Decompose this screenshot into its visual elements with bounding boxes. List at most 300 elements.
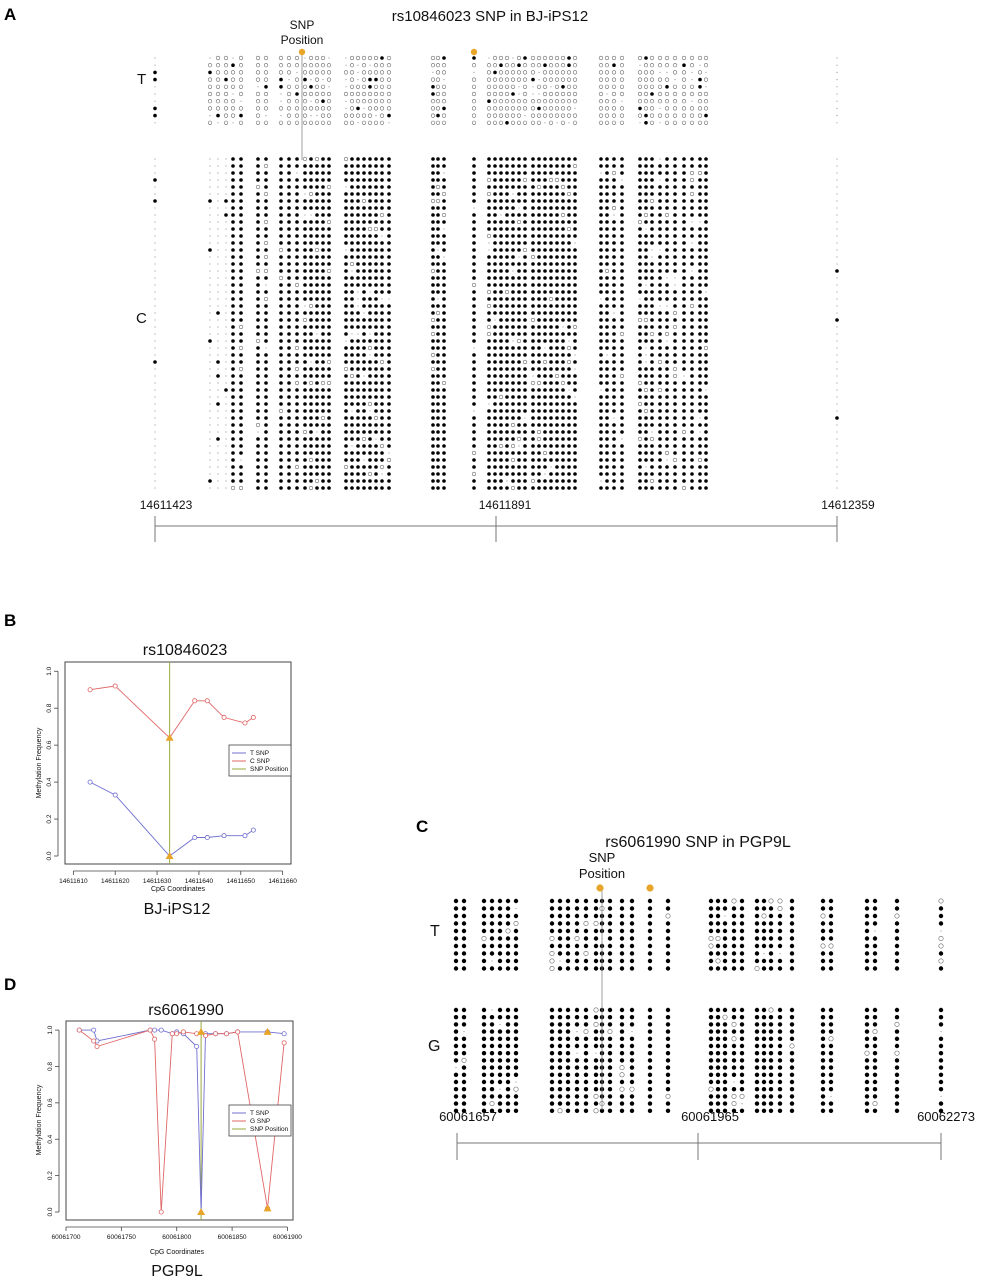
panel-a-cpg-dot [256, 283, 260, 287]
panel-a-cpg-dot [599, 325, 603, 329]
panel-a-cpg-dot [537, 56, 541, 60]
panel-a-cpg-dot [368, 465, 372, 469]
panel-a-cpg-dot [357, 298, 358, 299]
panel-a-cpg-dot [295, 402, 299, 406]
panel-a-cpg-dot [549, 255, 553, 259]
panel-letter-a: A [4, 5, 17, 24]
panel-a-cpg-dot [523, 63, 527, 67]
panel-c-cpg-dot [506, 929, 510, 933]
panel-a-cpg-dot [362, 437, 366, 441]
panel-a-cpg-dot [638, 444, 642, 448]
panel-a-cpg-dot [225, 333, 226, 334]
panel-a-cpg-dot [555, 71, 559, 75]
panel-c-cpg-dot [594, 1087, 598, 1091]
panel-a-cpg-dot [704, 304, 708, 308]
panel-a-cpg-dot [309, 458, 313, 462]
panel-a-cpg-dot [256, 255, 260, 259]
panel-a-cpg-dot [321, 311, 325, 315]
panel-a-cpg-dot [256, 451, 260, 455]
panel-a-cpg-dot [549, 416, 553, 420]
panel-a-cpg-dot [239, 346, 243, 350]
panel-a-cpg-dot [523, 332, 527, 336]
panel-a-cpg-dot [690, 437, 694, 441]
panel-a-cpg-dot [544, 122, 545, 123]
panel-c-cpg-dot [620, 959, 624, 963]
panel-a-cpg-dot [698, 486, 702, 490]
panel-a-cpg-dot [356, 339, 360, 343]
panel-a-cpg-dot [561, 114, 565, 118]
panel-a-cpg-dot [239, 185, 243, 189]
panel-a-cpg-dot [665, 213, 669, 217]
panel-a-cpg-dot [387, 318, 391, 322]
panel-a-cpg-dot [231, 472, 235, 476]
panel-a-cpg-dot [279, 78, 283, 82]
panel-a-cpg-dot [549, 92, 553, 96]
panel-a-cpg-dot [279, 241, 283, 245]
panel-a-cpg-dot [665, 269, 669, 273]
panel-a-cpg-dot [387, 332, 391, 336]
panel-c-cpg-dot [454, 929, 458, 933]
panel-a-cpg-dot [599, 402, 603, 406]
panel-a-cpg-dot [154, 172, 155, 173]
panel-a-cpg-dot [442, 402, 446, 406]
panel-a-cpg-dot [659, 158, 660, 159]
panel-a-cpg-dot [279, 465, 283, 469]
panel-c-cpg-dot [755, 1101, 759, 1105]
panel-c-cpg-dot [821, 1008, 825, 1012]
panel-a-cpg-dot [279, 304, 283, 308]
panel-c-cpg-dot [575, 959, 579, 963]
panel-a-cpg-dot [573, 444, 577, 448]
panel-a-cpg-dot [154, 228, 155, 229]
panel-a-cpg-dot [344, 367, 348, 371]
panel-c-cpg-dot [490, 914, 494, 918]
panel-c-cpg-dot [506, 1073, 510, 1077]
panel-a-cpg-dot [362, 430, 366, 434]
panel-a-cpg-dot [573, 451, 577, 455]
panel-a-cpg-dot [567, 63, 571, 67]
panel-a-cpg-dot [690, 325, 694, 329]
panel-a-cpg-dot [505, 416, 509, 420]
panel-a-cpg-dot [517, 114, 521, 118]
panel-a-cpg-dot [321, 71, 325, 75]
panel-c-cpg-dot [740, 944, 744, 948]
panel-a-cpg-dot [295, 479, 299, 483]
panel-c-cpg-dot [940, 1031, 941, 1032]
panel-a-cpg-dot [264, 416, 268, 420]
panel-c-cpg-dot [865, 951, 869, 955]
panel-a-cpg-dot [431, 276, 435, 280]
panel-a-cpg-dot [487, 178, 491, 182]
panel-c-cpg-dot [584, 929, 588, 933]
panel-c-cpg-dot [829, 906, 833, 910]
panel-a-cpg-dot [549, 107, 553, 111]
panel-a-cpg-dot [567, 157, 571, 161]
panel-a-cpg-dot [487, 318, 491, 322]
panel-c-cpg-dot [755, 929, 759, 933]
panel-a-cpg-dot [209, 179, 210, 180]
panel-a-cpg-dot [836, 214, 837, 215]
panel-a-cpg-dot [436, 325, 440, 329]
panel-a-cpg-dot [612, 437, 616, 441]
panel-a-cpg-dot [682, 192, 686, 196]
panel-a-cpg-dot [442, 220, 446, 224]
panel-a-cpg-dot [225, 291, 226, 292]
panel-a-cpg-dot [704, 206, 708, 210]
panel-a-cpg-dot [208, 92, 212, 96]
panel-a-cpg-dot [658, 297, 662, 301]
panel-a-cpg-dot [650, 99, 654, 103]
panel-a-cpg-dot [231, 234, 235, 238]
panel-a-cpg-dot [665, 444, 669, 448]
panel-a-cpg-dot [327, 220, 331, 224]
panel-a-cpg-dot [436, 99, 440, 103]
panel-a-cpg-dot [442, 325, 446, 329]
panel-a-cpg-dot [295, 437, 299, 441]
panel-c-cpg-dot [790, 951, 794, 955]
panel-c-cpg-dot [762, 1058, 766, 1062]
panel-a-cpg-dot [387, 402, 391, 406]
panel-a-cpg-dot [472, 234, 476, 238]
panel-c-cpg-dot [620, 1029, 624, 1033]
panel-a-cpg-dot [537, 395, 541, 399]
panel-a-cpg-dot [442, 262, 446, 266]
panel-c-cpg-dot [620, 1073, 624, 1077]
panel-a-cpg-dot [665, 486, 669, 490]
panel-a-cpg-dot [239, 402, 243, 406]
panel-a-cpg-dot [309, 304, 313, 308]
panel-a-cpg-dot [240, 459, 241, 460]
panel-c-cpg-dot [566, 1037, 570, 1041]
panel-a-cpg-dot [350, 437, 354, 441]
panel-c-cpg-dot [790, 1008, 794, 1012]
chart-d-x-tick-label: 60061700 [51, 1234, 81, 1241]
panel-a-cpg-dot [472, 92, 476, 96]
panel-a-cpg-dot [217, 396, 218, 397]
panel-a-cpg-dot [303, 290, 307, 294]
panel-a-cpg-dot [209, 186, 210, 187]
panel-a-cpg-dot [690, 472, 694, 476]
panel-a-cpg-dot [350, 395, 354, 399]
panel-a-cpg-dot [543, 99, 547, 103]
panel-a-cpg-dot [279, 451, 283, 455]
panel-a-cpg-dot [650, 479, 654, 483]
panel-a-cpg-dot [350, 486, 354, 490]
panel-c-cpg-dot [865, 1037, 869, 1041]
panel-a-cpg-dot [612, 486, 616, 490]
panel-c-cpg-dot [608, 1080, 612, 1084]
panel-a-cpg-dot [487, 444, 491, 448]
chart-d-y-tick-label: 0.0 [47, 1207, 54, 1217]
panel-a-cpg-dot [638, 241, 642, 245]
panel-a-cpg-dot [239, 206, 243, 210]
panel-a-cpg-dot [208, 71, 212, 75]
panel-a-cpg-dot [231, 78, 235, 82]
panel-a-cpg-dot [356, 220, 360, 224]
panel-a-cpg-dot [362, 234, 366, 238]
panel-a-cpg-dot [380, 255, 384, 259]
panel-a-cpg-dot [682, 325, 686, 329]
panel-a-cpg-dot [436, 388, 440, 392]
panel-a-cpg-dot [309, 339, 313, 343]
panel-a-cpg-dot [674, 284, 675, 285]
panel-a-cpg-dot [362, 367, 366, 371]
panel-a-cpg-dot [472, 255, 476, 259]
panel-a-cpg-dot [524, 417, 525, 418]
panel-a-cpg-dot [154, 466, 155, 467]
panel-a-cpg-dot [605, 234, 609, 238]
panel-a-cpg-dot [436, 206, 440, 210]
panel-a-cpg-dot [315, 63, 319, 67]
panel-a-cpg-dot [599, 157, 603, 161]
panel-a-cpg-dot [638, 346, 642, 350]
panel-c-cpg-dot [630, 899, 634, 903]
panel-a-cpg-dot [327, 234, 331, 238]
panel-c-cpg-dot [506, 1101, 510, 1105]
panel-a-cpg-dot [612, 192, 616, 196]
panel-c-cpg-dot [716, 944, 720, 948]
panel-a-cpg-dot [682, 234, 686, 238]
panel-c-cpg-dot [865, 914, 869, 918]
panel-a-cpg-dot [518, 207, 519, 208]
panel-a-cpg-dot [431, 192, 435, 196]
panel-a-cpg-dot [344, 479, 348, 483]
panel-a-cpg-dot [264, 220, 268, 224]
panel-a-cpg-dot [836, 228, 837, 229]
panel-a-cpg-dot [472, 479, 476, 483]
panel-a-cpg-dot [387, 71, 391, 75]
panel-a-cpg-dot [487, 269, 491, 273]
panel-a-cpg-dot [374, 213, 378, 217]
panel-a-cpg-dot [620, 199, 624, 203]
panel-c-cpg-dot [821, 1087, 825, 1091]
panel-a-cpg-dot [549, 71, 553, 75]
panel-a-cpg-dot [523, 430, 527, 434]
panel-a-cpg-dot [704, 479, 708, 483]
panel-a-cpg-dot [499, 220, 503, 224]
panel-c-cpg-dot [895, 936, 899, 940]
panel-a-cpg-dot [836, 249, 837, 250]
panel-a-cpg-dot [315, 402, 319, 406]
panel-c-cpg-dot [666, 899, 670, 903]
panel-a-cpg-dot [537, 248, 541, 252]
panel-c-cpg-dot [608, 1051, 612, 1055]
panel-a-cpg-dot [368, 402, 372, 406]
panel-a-cpg-dot [209, 431, 210, 432]
panel-a-cpg-dot [573, 63, 577, 67]
panel-a-cpg-dot [436, 114, 440, 118]
panel-a-cpg-dot [537, 423, 541, 427]
panel-a-cpg-dot [549, 192, 553, 196]
chart-d-x-tick-label: 60061750 [106, 1234, 136, 1241]
panel-c-cpg-dot [895, 906, 899, 910]
panel-a-cpg-dot [537, 220, 541, 224]
panel-a-cpg-dot [344, 262, 348, 266]
panel-a-cpg-dot [555, 346, 559, 350]
panel-c-cpg-dot [762, 1094, 766, 1098]
panel-c-cpg-dot [769, 914, 773, 918]
panel-a-cpg-dot [380, 395, 384, 399]
panel-c-cpg-dot [550, 1094, 554, 1098]
panel-c-cpg-dot [666, 906, 670, 910]
panel-a-cpg-dot [511, 213, 515, 217]
panel-a-cpg-dot [537, 374, 541, 378]
panel-a-cpg-dot [431, 451, 435, 455]
panel-a-cpg-dot [256, 290, 260, 294]
panel-a-cpg-dot [531, 437, 535, 441]
panel-a-cpg-dot [561, 234, 565, 238]
panel-a-cpg-dot [555, 283, 559, 287]
panel-a-cpg-dot [537, 63, 541, 67]
panel-a-cpg-dot [209, 305, 210, 306]
panel-a-cpg-dot [362, 451, 366, 455]
panel-a-cpg-dot [690, 227, 694, 231]
panel-a-cpg-dot [567, 99, 571, 103]
panel-a-cpg-dot [517, 430, 521, 434]
panel-a-cpg-dot [442, 71, 446, 75]
panel-a-cpg-dot [315, 262, 319, 266]
panel-c-cpg-dot [575, 914, 579, 918]
panel-a-cpg-dot [543, 465, 547, 469]
panel-a-cpg-dot [209, 256, 210, 257]
panel-a-cpg-dot [208, 479, 212, 483]
chart-b-y-tick-label: 0.0 [46, 851, 53, 861]
panel-a-cpg-dot [487, 92, 491, 96]
panel-a-cpg-dot [690, 178, 694, 182]
panel-a-cpg-dot [154, 347, 155, 348]
panel-a-cpg-dot [673, 71, 677, 75]
panel-a-cpg-dot [682, 402, 686, 406]
panel-c-cpg-dot [939, 936, 943, 940]
panel-c-cpg-dot [755, 1109, 759, 1113]
panel-a-cpg-dot [638, 472, 642, 476]
panel-a-cpg-dot [225, 165, 226, 166]
panel-a-cpg-dot [682, 444, 686, 448]
panel-c-cpg-dot [594, 921, 598, 925]
panel-a-cpg-dot [368, 276, 372, 280]
panel-a-cpg-dot [561, 472, 565, 476]
panel-a-cpg-dot [682, 114, 686, 118]
panel-c-cpg-dot [762, 1037, 766, 1041]
panel-a-cpg-dot [612, 353, 616, 357]
panel-a-cpg-dot [665, 63, 669, 67]
panel-a-cpg-dot [356, 346, 360, 350]
panel-a-cpg-dot [374, 430, 378, 434]
panel-a-cpg-dot [287, 192, 291, 196]
panel-a-cpg-dot [436, 472, 440, 476]
panel-c-cpg-dot [454, 1015, 458, 1019]
panel-a-cpg-dot [650, 339, 654, 343]
panel-c-cpg-dot [498, 899, 502, 903]
panel-a-cpg-dot [374, 220, 378, 224]
panel-a-cpg-dot [154, 459, 155, 460]
panel-a-cpg-dot [650, 353, 654, 357]
panel-c-cpg-dot [514, 951, 518, 955]
panel-a-cpg-dot [644, 63, 648, 67]
panel-a-cpg-dot [231, 318, 235, 322]
panel-a-cpg-dot [431, 56, 435, 60]
panel-a-cpg-dot [239, 107, 243, 111]
panel-a-cpg-dot [304, 214, 305, 215]
panel-a-cpg-dot [658, 332, 662, 336]
panel-a-cpg-dot [531, 71, 535, 75]
panel-a-cpg-dot [620, 213, 624, 217]
panel-a-cpg-dot [665, 78, 669, 82]
panel-a-cpg-dot [209, 487, 210, 488]
panel-c-cpg-dot [769, 899, 773, 903]
panel-c-cpg-dot [594, 1022, 598, 1026]
panel-a-cpg-dot [344, 318, 348, 322]
panel-a-cpg-dot [690, 423, 694, 427]
panel-a-cpg-dot [704, 213, 708, 217]
panel-c-cpg-dot [895, 944, 899, 948]
panel-a-cpg-dot [537, 360, 541, 364]
panel-a-cpg-dot [549, 283, 553, 287]
panel-a-cpg-dot [682, 78, 686, 82]
panel-a-cpg-dot [279, 157, 283, 161]
panel-c-cpg-dot [829, 1087, 833, 1091]
panel-a-cpg-dot [431, 297, 435, 301]
panel-c-cpg-dot [454, 944, 458, 948]
panel-a-cpg-dot [154, 487, 155, 488]
panel-a-cpg-dot [605, 360, 609, 364]
panel-a-cpg-dot [287, 290, 291, 294]
panel-a-cpg-dot [380, 85, 384, 89]
panel-a-cpg-dot [239, 430, 243, 434]
panel-a-cpg-dot [362, 213, 366, 217]
panel-a-cpg-dot [287, 486, 291, 490]
panel-a-cpg-dot [487, 283, 491, 287]
panel-a-cpg-dot [309, 199, 313, 203]
panel-a-cpg-dot [356, 248, 360, 252]
panel-a-cpg-dot [209, 298, 210, 299]
panel-a-cpg-dot [698, 339, 702, 343]
panel-a-cpg-dot [279, 192, 283, 196]
panel-a-cpg-dot [303, 458, 307, 462]
panel-a-cpg-dot [279, 374, 283, 378]
panel-a-cpg-dot [350, 458, 354, 462]
panel-c-cpg-dot [558, 1065, 562, 1069]
panel-a-cpg-dot [555, 164, 559, 168]
panel-c-cpg-dot [620, 1022, 624, 1026]
panel-a-cpg-dot [256, 227, 260, 231]
chart-d-legend-g-label: G SNP [250, 1118, 271, 1125]
panel-a-cpg-dot [256, 114, 260, 118]
panel-c-cpg-dot [584, 1065, 588, 1069]
panel-a-cpg-dot [505, 241, 509, 245]
panel-c-cpg-dot [462, 899, 466, 903]
panel-a-cpg-dot [665, 199, 669, 203]
panel-a-cpg-dot [836, 312, 837, 313]
panel-a-cpg-dot [698, 479, 702, 483]
panel-a-cpg-dot [665, 430, 669, 434]
panel-a-cpg-dot [442, 388, 446, 392]
panel-a-cpg-dot [472, 85, 476, 89]
panel-c-cpg-dot [584, 1051, 588, 1055]
panel-a-cpg-dot [431, 437, 435, 441]
panel-a-cpg-dot [612, 220, 616, 224]
panel-c-cpg-dot [829, 921, 833, 925]
panel-a-cpg-dot [537, 269, 541, 273]
panel-a-cpg-dot [704, 367, 708, 371]
panel-a-cpg-dot [561, 374, 565, 378]
panel-a-cpg-dot [599, 374, 603, 378]
panel-a-cpg-dot [487, 360, 491, 364]
panel-a-cpg-dot [511, 157, 515, 161]
panel-c-cpg-dot [594, 929, 598, 933]
panel-a-cpg-dot [612, 276, 616, 280]
panel-a-cpg-dot [295, 381, 299, 385]
